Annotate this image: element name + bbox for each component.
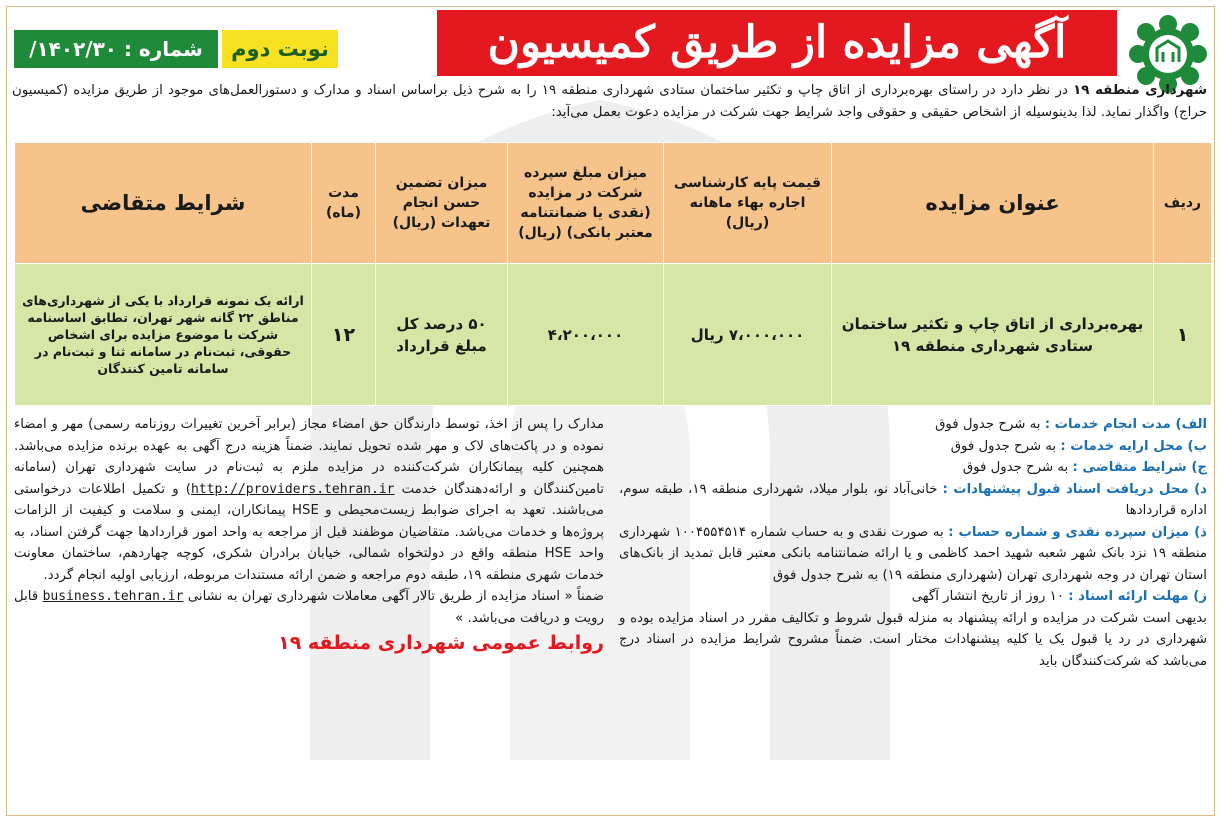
detail-item [619,522,1207,587]
col-header-base-price: قیمت پایه کارشناسی اجاره بهاء ماهانه (ریال) [664,143,832,264]
detail-label: ب) محل ارایه خدمات : [1060,438,1207,454]
documents-paragraph [14,586,604,629]
table-row [15,264,1212,406]
cell-index: ۱ [1154,264,1212,406]
detail-text: به شرح جدول فوق [935,417,1045,432]
detail-label: د) محل دریافت اسناد قبول پیشنهادات : [942,481,1207,497]
instructions-text-b: ) و تکمیل اطلاعات درخواستی می‌باشند. تعهد به اجرای ضوابط زیست‌محیطی و HSE پیمانکاران، ایمنی و سلامت و کیفیت از الزامات پروژه‌ها و خدمات می‌باشد. متقاضیان موظفند قبل از مراجعه به واحد امور قراردادها جهت گرفتن اسناد، به واحد HSE منطقه واقع در دولتخواه شمالی، خیابان برادران شکری، کوچه چهاردهم، ساختمان معاونت خدمات شهری منطقه ۱۹، طبقه دوم مراجعه و ضمن ارائه مستندات مربوطه، ارزیابی اولیه انجام گردد. [14,481,604,583]
detail-item [619,479,1207,522]
cell-deposit: ۴،۲۰۰،۰۰۰ [508,264,664,406]
detail-item [619,436,1207,458]
instructions-text-a: مدارک را پس از اخذ، توسط دارندگان حق امضاء مجاز (برابر آخرین تغییرات روزنامه رسمی) مهر و امضاء نموده و در پاکت‌های لاک و مهر شده تحویل نمایند. ضمناً هزینه درج آگهی به عهده برنده مزایده می‌باشد. همچنین کلیه پیمانکاران شرکت‌کننده در مزایده ملزم به ثبت‌نام در سایت شهرداری تهران (سامانه تامین‌کنندگان و ارائه‌دهندگان خدمت [14,417,604,497]
col-header-index: ردیف [1154,143,1212,264]
detail-label: ذ) میزان سپرده نقدی و شماره حساب : [948,524,1207,540]
table-header-row [15,143,1212,264]
notice-frame [6,6,1215,816]
notice-title: آگهی مزایده از طریق کمیسیون حراج [437,10,1117,76]
detail-label: ز) مهلت ارائه اسناد : [1068,589,1207,604]
detail-text: به شرح جدول فوق [950,438,1061,454]
instructions-paragraph [14,414,604,586]
cell-base-price: ۷،۰۰۰،۰۰۰ ریال [664,264,832,406]
detail-text: به صورت نقدی و به حساب شماره ۱۰۰۴۵۵۴۵۱۴ شهرداری منطقه ۱۹ نزد بانک شهر شعبه شهید احمد کاظمی و یا ارائه ضمانتنامه بانکی معتبر قابل تمدید از بانک‌های استان تهران در وجه شهرداری تهران (شهرداری منطقه ۱۹) به شرح جدول فوق [619,524,1208,583]
col-header-duration: مدت (ماه) [312,143,376,264]
col-header-deposit: میزان مبلغ سپرده شرکت در مزایده (نقدی یا ضمانتنامه معتبر بانکی) (ریال) [508,143,664,264]
col-header-guarantee: میزان تضمین حسن انجام تعهدات (ریال) [376,143,508,264]
cell-guarantee: ۵۰ درصد کل مبلغ قرارداد [376,264,508,406]
detail-label: ج) شرایط متقاضی : [1072,460,1207,475]
col-header-subject: عنوان مزایده [832,143,1154,264]
documents-text-b: قابل رویت و دریافت می‌باشد. » [14,589,604,626]
auction-table [14,142,1212,406]
notice-number-badge [14,30,218,68]
detail-text: به شرح جدول فوق [962,460,1073,475]
round-badge: نوبت دوم [222,30,338,68]
business-link[interactable]: business.tehran.ir [42,589,184,604]
instructions-column [14,414,604,655]
number-value: ۱۴۰۲/۳۰/ [29,37,117,61]
cell-conditions: ارائه یک نمونه قرارداد با یکی از شهرداری‌های مناطق ۲۲ گانه شهر تهران، تطابق اساسنامه شرکت با موضوع مزایده برای اشخاص حقوقی، ثبت‌نام در سامانه ثنا و ثبت‌نام در سامانه تامین کنندگان [15,264,312,406]
detail-text: ۱۰ روز از تاریخ انتشار آگهی [911,589,1069,604]
cell-subject: بهره‌برداری از اتاق چاپ و تکثیر ساختمان ستادی شهرداری منطقه ۱۹ [832,264,1154,406]
detail-item [619,586,1207,608]
public-relations-signature: روابط عمومی شهرداری منطقه ۱۹ [278,632,604,654]
detail-item [619,457,1207,479]
detail-label: الف) مدت انجام خدمات : [1044,417,1207,432]
cell-duration: ۱۲ [312,264,376,406]
intro-paragraph [12,80,1207,124]
number-label: شماره : [123,37,203,61]
providers-link[interactable]: http://providers.tehran.ir [191,481,395,497]
intro-lead: شهرداری منطقه ۱۹ [1073,83,1208,98]
documents-text-a: ضمناً « اسناد مزایده از طریق تالار آگهی معاملات شهرداری تهران به نشانی [183,589,604,604]
detail-item [619,414,1207,436]
col-header-conditions: شرایط متقاضی [15,143,312,264]
intro-text: در نظر دارد در راستای بهره‌برداری از اتاق چاپ و تکثیر ساختمان ستادی شهرداری منطقه ۱۹ را به شرح ذیل براساس اسناد و مدارک و دستورالعمل‌های موجود از طریق مزایده (کمیسیون حراج) واگذار نماید. لذا بدینوسیله از اشخاص حقیقی و حقوقی واجد شرایط جهت شرکت در مزایده دعوت بعمل می‌آید: [12,83,1207,120]
details-column [619,414,1207,672]
closing-paragraph: بدیهی است شرکت در مزایده و ارائه پیشنهاد به منزله قبول شروط و تکالیف مقرر در اسناد مزایده بوده و شهرداری در رد یا قبول یک یا کلیه پیشنهادات مختار است. ضمناً مشروح شرایط مزایده در اسناد درج می‌باشد که شرکت‌کنندگان باید [619,610,1207,669]
detail-text: خانی‌آباد نو، بلوار میلاد، شهرداری منطقه ۱۹، طبقه سوم، اداره قراردادها [619,481,1207,518]
